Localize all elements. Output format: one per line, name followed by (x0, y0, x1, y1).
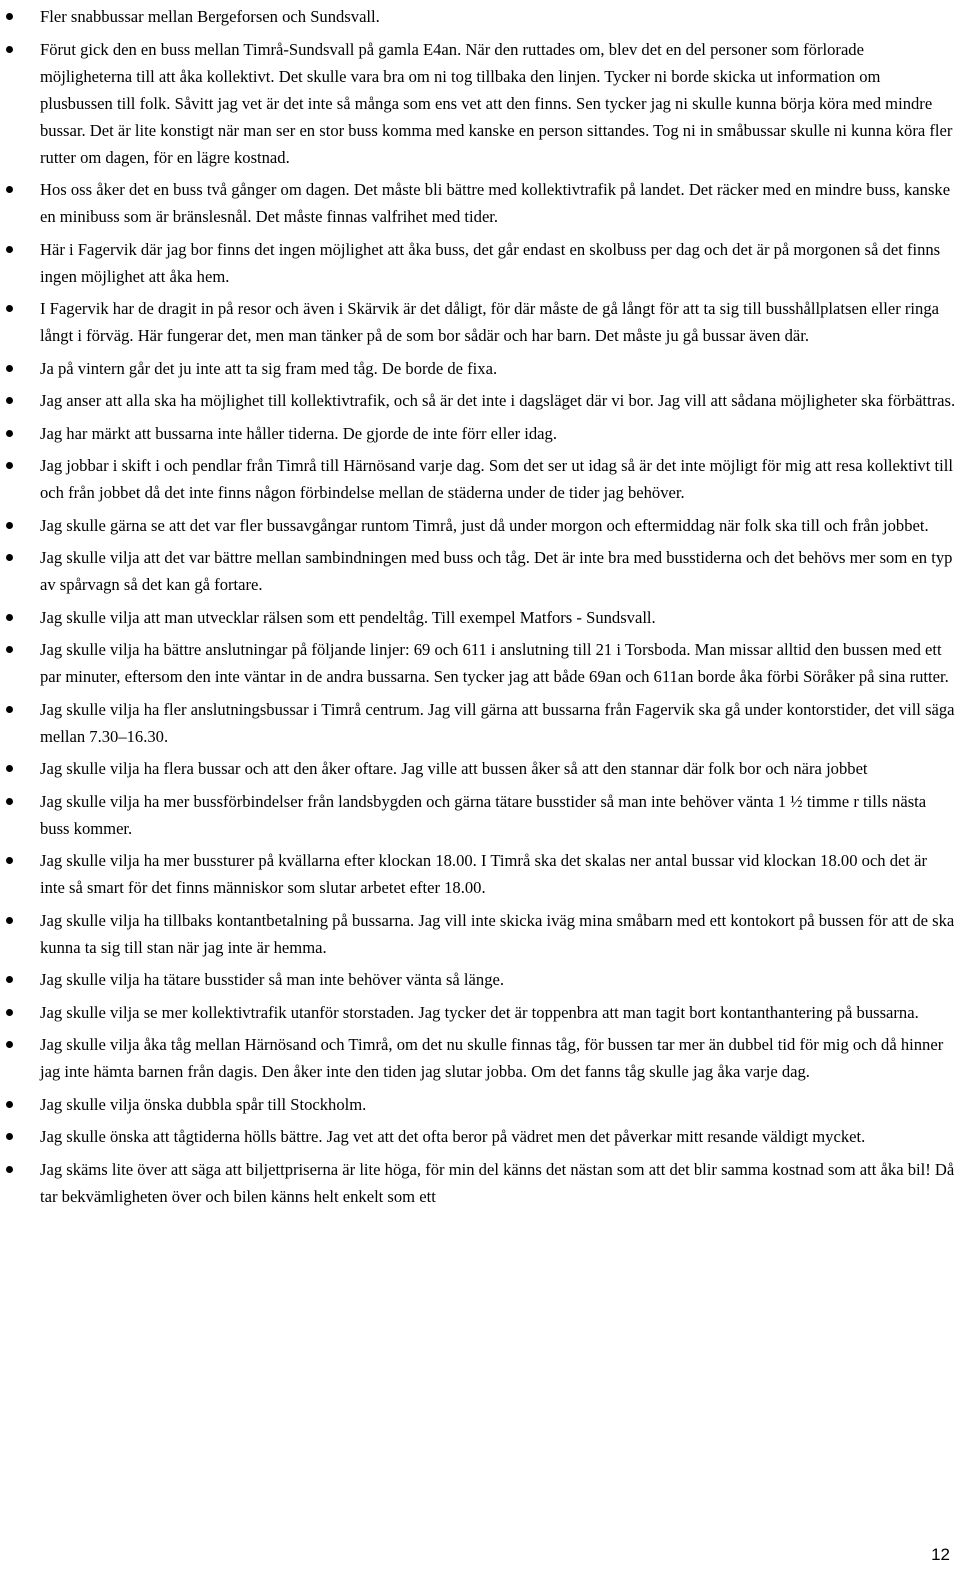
list-item (40, 1156, 956, 1210)
list-item-text: Jag jobbar i skift i och pendlar från Timrå till Härnösand varje dag. Som det ser ut idag så är det inte möjligt för mig att resa kollektivt till och från jobbet då det inte finns någon förbindelse mellan de städerna under de tider jag behöver. (40, 456, 953, 502)
list-item-text: Jag skulle vilja att det var bättre mellan sambindningen med buss och tåg. Det är inte bra med busstiderna och det behövs mer som en typ av spårvagn så det kan gå fortare. (40, 548, 953, 594)
bullet-icon (6, 365, 13, 372)
list-item (40, 1091, 956, 1118)
list-item (40, 604, 956, 631)
bullet-icon (6, 1009, 13, 1016)
bullet-icon (6, 305, 13, 312)
bullet-icon (6, 706, 13, 713)
list-item-text: Jag skulle vilja ha tillbaks kontantbetalning på bussarna. Jag vill inte skicka iväg mina småbarn med ett kontokort på bussen för att de ska kunna ta sig till stan när jag inte är hemma. (40, 910, 955, 957)
list-item-text: Förut gick den en buss mellan Timrå-Sundsvall på gamla E4an. När den ruttades om, blev det en del personer som förlorade möjligheterna till att åka kollektivt. Det skulle vara bra om ni tog tillbaka den linjen. Tycker ni borde skicka ut information om plusbussen till folk. Såvitt jag vet är det inte så många som ens vet att den finns. Sen tycker jag ni skulle kunna börja köra med mindre bussar. Det är lite konstigt när man ser en stor buss komma med kanske en person sittandes. Tog ni in småbussar skulle ni kunna köra fler rutter om dagen, för en lägre kostnad. (40, 39, 953, 167)
comment-list (40, 3, 956, 1215)
list-item-text: Jag skulle gärna se att det var fler bussavgångar runtom Timrå, just då under morgon och eftermiddag när folk ska till och från jobbet. (40, 515, 929, 535)
list-item-text: Jag skulle vilja att man utvecklar rälsen som ett pendeltåg. Till exempel Matfors - Sundsvall. (40, 607, 656, 627)
bullet-icon (6, 246, 13, 253)
list-item-text: Här i Fagervik där jag bor finns det ingen möjlighet att åka buss, det går endast en skolbuss per dag och det är på morgonen så det finns ingen möjlighet att åka hem. (40, 239, 941, 286)
bullet-icon (6, 646, 13, 653)
list-item-text: Fler snabbussar mellan Bergeforsen och Sundsvall. (40, 7, 380, 26)
list-item (40, 755, 956, 782)
bullet-icon (6, 1041, 13, 1048)
list-item-text: Jag skulle vilja ha tätare busstider så man inte behöver vänta så länge. (40, 970, 505, 989)
list-item-text: I Fagervik har de dragit in på resor och även i Skärvik är det dåligt, för där måste de gå långt för att ta sig till busshållplatsen eller ringa långt i förväg. Här fungerar det, men man tänker på de som bor sådär och har barn. Det måste ju gå bussar även där. (40, 299, 940, 345)
list-item-text: Jag skulle vilja ha mer bussförbindelser från landsbygden och gärna tätare busstider så man inte behöver vänta 1 ½ timme r tills nästa buss kommer. (40, 791, 927, 838)
list-item (40, 907, 956, 961)
list-item-text: Ja på vintern går det ju inte att ta sig fram med tåg. De borde de fixa. (40, 358, 498, 378)
list-item-text: Jag skulle vilja ha flera bussar och att den åker oftare. Jag ville att bussen åker så att den stannar där folk bor och nära jobbet (40, 759, 868, 778)
list-item (40, 1123, 956, 1150)
list-item (40, 847, 956, 901)
bullet-icon (6, 976, 13, 983)
list-item (40, 788, 956, 842)
bullet-icon (6, 462, 13, 469)
bullet-icon (6, 554, 13, 561)
list-item (40, 696, 956, 750)
bullet-icon (6, 1166, 13, 1173)
list-item (40, 355, 956, 382)
list-item-text: Jag skulle vilja ha mer bussturer på kvällarna efter klockan 18.00. I Timrå ska det skalas ner antal bussar vid klockan 18.00 och det är inte så smart för det finns människor som slutar arbetet efter 18.00. (40, 851, 928, 897)
list-item (40, 236, 956, 290)
bullet-icon (6, 46, 13, 53)
list-item (40, 420, 956, 447)
bullet-icon (6, 522, 13, 529)
bullet-icon (6, 614, 13, 621)
list-item-text: Jag anser att alla ska ha möjlighet till kollektivtrafik, och så är det inte i dagsläget där vi bor. Jag vill att sådana möjligheter ska förbättras. (40, 391, 956, 410)
bullet-icon (6, 397, 13, 404)
bullet-icon (6, 917, 13, 924)
list-item (40, 512, 956, 539)
list-item (40, 36, 956, 171)
list-item (40, 176, 956, 230)
list-item-text: Jag skäms lite över att säga att biljettpriserna är lite höga, för min del känns det nästan som att det blir samma kostnad som att åka bil! Då tar bekvämligheten över och bilen känns helt enkelt som ett (40, 1159, 955, 1206)
bullet-icon (6, 798, 13, 805)
list-item-text: Jag har märkt att bussarna inte håller tiderna. De gjorde de inte förr eller idag. (40, 423, 557, 443)
list-item (40, 3, 956, 30)
list-item-text: Jag skulle vilja önska dubbla spår till Stockholm. (40, 1094, 367, 1114)
bullet-icon (6, 857, 13, 864)
list-item (40, 295, 956, 349)
list-item-text: Hos oss åker det en buss två gånger om dagen. Det måste bli bättre med kollektivtrafik på landet. Det räcker med en mindre buss, kanske en minibuss som är bränslesnål. Det måste finnas valfrihet med tider. (40, 180, 951, 226)
list-item (40, 387, 956, 414)
list-item (40, 999, 956, 1026)
list-item-text: Jag skulle vilja ha fler anslutningsbussar i Timrå centrum. Jag vill gärna att bussarna från Fagervik ska gå under kontorstider, det vill säga mellan 7.30–16.30. (40, 699, 955, 746)
list-item (40, 544, 956, 598)
bullet-icon (6, 1133, 13, 1140)
bullet-icon (6, 765, 13, 772)
list-item-text: Jag skulle vilja ha bättre anslutningar på följande linjer: 69 och 611 i anslutning till 21 i Torsboda. Man missar alltid den bussen med ett par minuter, eftersom den inte väntar in de andra bussarna. Sen tycker jag att både 69an och 611an borde åka förbi Söråker på sina rutter. (40, 640, 949, 686)
bullet-icon (6, 13, 13, 20)
bullet-icon (6, 186, 13, 193)
list-item (40, 966, 956, 993)
bullet-icon (6, 430, 13, 437)
list-item-text: Jag skulle önska att tågtiderna hölls bättre. Jag vet att det ofta beror på vädret men det påverkar mitt resande väldigt mycket. (40, 1127, 866, 1146)
list-item (40, 636, 956, 690)
list-item-text: Jag skulle vilja åka tåg mellan Härnösand och Timrå, om det nu skulle finnas tåg, för bussen tar mer än dubbel tid för mig och då hinner jag inte hämta barnen från dagis. Den åker inte den tiden jag slutar jobba. Om det fanns tåg skulle jag åka varje dag. (40, 1035, 944, 1081)
list-item (40, 1031, 956, 1085)
bullet-icon (6, 1101, 13, 1108)
page-number: 12 (931, 1545, 950, 1564)
list-item (40, 452, 956, 506)
list-item-text: Jag skulle vilja se mer kollektivtrafik utanför storstaden. Jag tycker det är toppenbra att man tagit bort kontanthantering på bussarna. (40, 1002, 919, 1022)
